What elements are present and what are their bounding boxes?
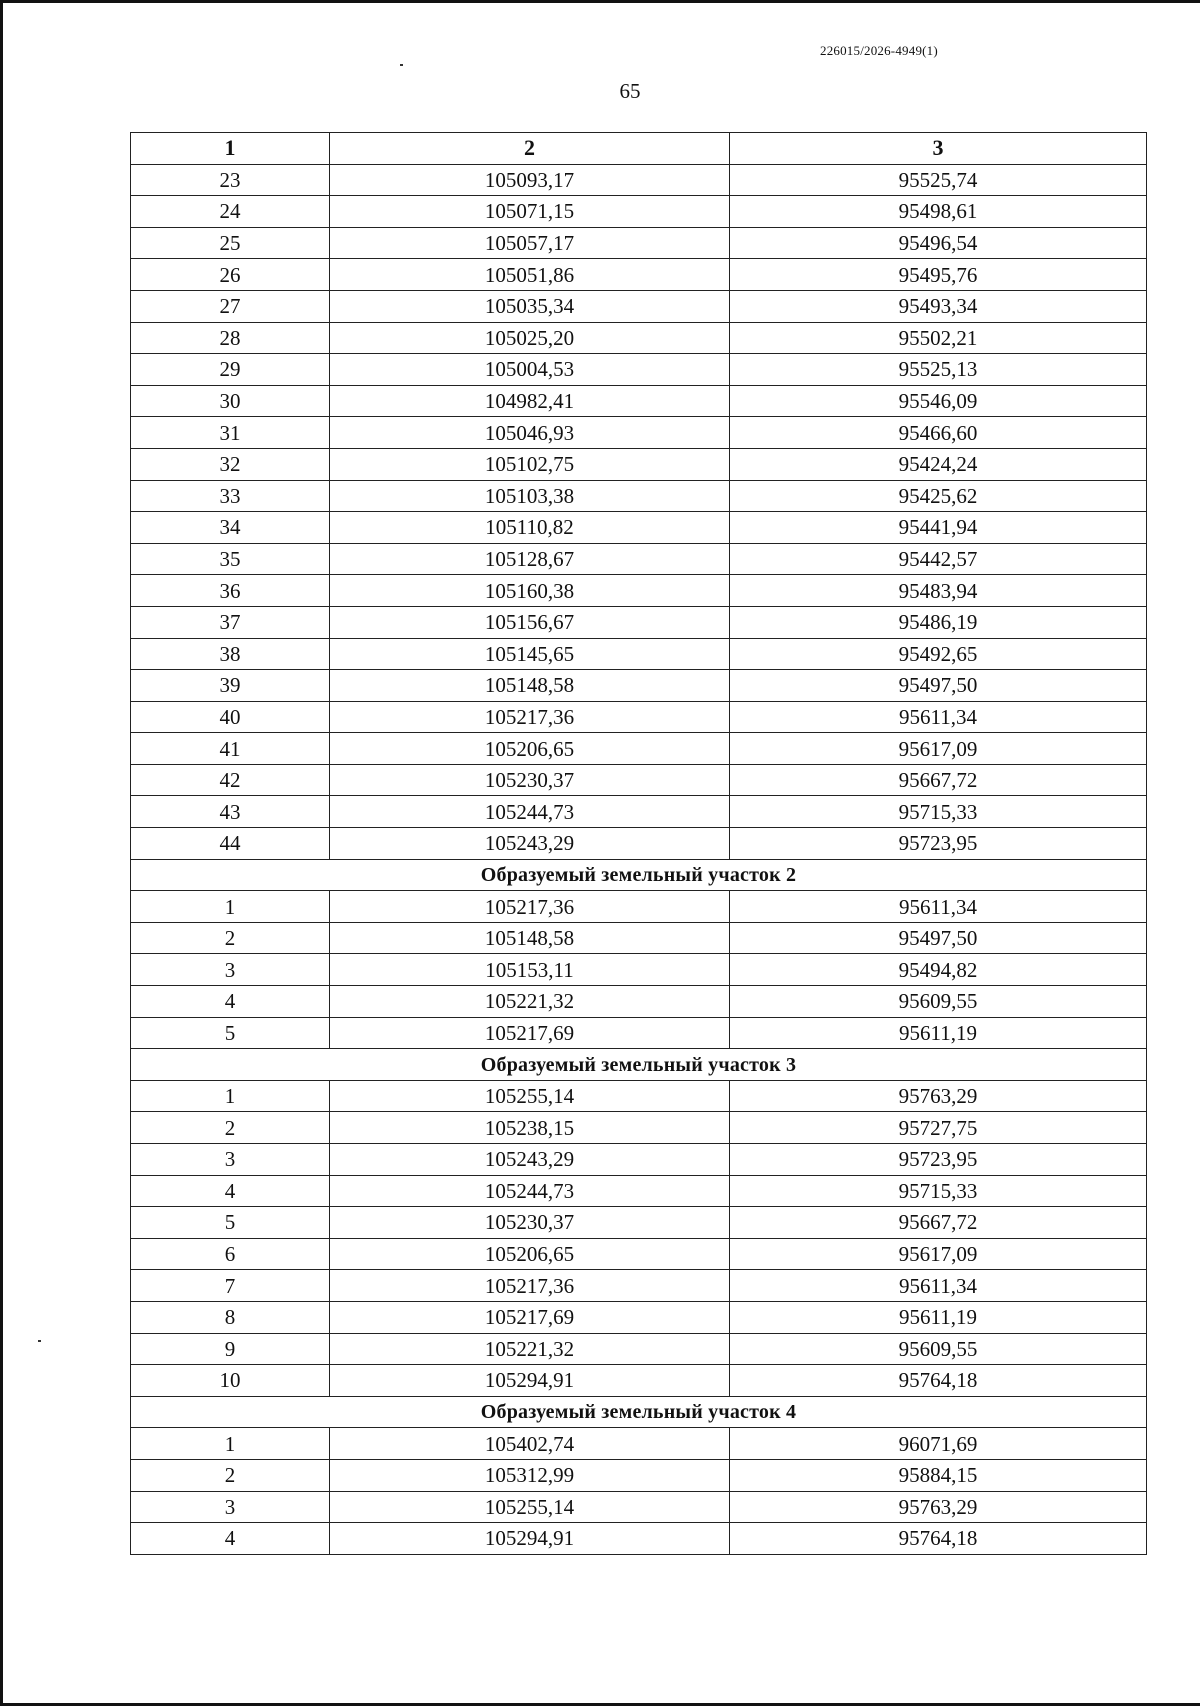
table-row [131,701,1147,733]
scan-border-left [0,0,3,1706]
table-row [131,796,1147,828]
table-row [131,480,1147,512]
y-coordinate-cell: 95466,60 [730,417,1147,449]
table-row [131,1270,1147,1302]
scan-speck [400,64,403,66]
y-coordinate-cell: 95525,13 [730,354,1147,386]
table-header-row [131,133,1147,165]
table-row [131,290,1147,322]
x-coordinate-cell: 105244,73 [330,1175,730,1207]
x-coordinate-cell: 105128,67 [330,543,730,575]
point-number-cell: 30 [131,385,330,417]
x-coordinate-cell: 105402,74 [330,1428,730,1460]
x-coordinate-cell: 105110,82 [330,512,730,544]
x-coordinate-cell: 105071,15 [330,196,730,228]
point-number-cell: 38 [131,638,330,670]
table-row [131,385,1147,417]
table-row [131,1428,1147,1460]
table-row [131,922,1147,954]
y-coordinate-cell: 95763,29 [730,1080,1147,1112]
table-row [131,891,1147,923]
x-coordinate-cell: 104982,41 [330,385,730,417]
table-row [131,1523,1147,1555]
section-header-row [131,1396,1147,1428]
point-number-cell: 23 [131,164,330,196]
point-number-cell: 5 [131,1017,330,1049]
x-coordinate-cell: 105238,15 [330,1112,730,1144]
y-coordinate-cell: 95667,72 [730,764,1147,796]
point-number-cell: 36 [131,575,330,607]
x-coordinate-cell: 105217,36 [330,701,730,733]
x-coordinate-cell: 105156,67 [330,606,730,638]
table-row [131,227,1147,259]
x-coordinate-cell: 105004,53 [330,354,730,386]
section-title: Образуемый земельный участок 3 [131,1049,1147,1081]
point-number-cell: 41 [131,733,330,765]
y-coordinate-cell: 95764,18 [730,1523,1147,1555]
column-header: 2 [330,133,730,165]
y-coordinate-cell: 95611,19 [730,1301,1147,1333]
x-coordinate-cell: 105244,73 [330,796,730,828]
table-row [131,1301,1147,1333]
point-number-cell: 1 [131,1080,330,1112]
x-coordinate-cell: 105148,58 [330,670,730,702]
y-coordinate-cell: 95611,34 [730,891,1147,923]
table-row [131,1459,1147,1491]
table-row [131,670,1147,702]
y-coordinate-cell: 95611,19 [730,1017,1147,1049]
point-number-cell: 25 [131,227,330,259]
x-coordinate-cell: 105103,38 [330,480,730,512]
x-coordinate-cell: 105230,37 [330,764,730,796]
x-coordinate-cell: 105093,17 [330,164,730,196]
y-coordinate-cell: 95425,62 [730,480,1147,512]
table-row [131,1238,1147,1270]
x-coordinate-cell: 105145,65 [330,638,730,670]
point-number-cell: 43 [131,796,330,828]
column-header: 1 [131,133,330,165]
table-row [131,575,1147,607]
x-coordinate-cell: 105217,36 [330,891,730,923]
table-row [131,417,1147,449]
point-number-cell: 2 [131,1459,330,1491]
y-coordinate-cell: 95483,94 [730,575,1147,607]
table-row [131,1333,1147,1365]
scan-border-top [0,0,1200,3]
section-title: Образуемый земельный участок 4 [131,1396,1147,1428]
point-number-cell: 3 [131,954,330,986]
y-coordinate-cell: 95492,65 [730,638,1147,670]
point-number-cell: 33 [131,480,330,512]
table-row [131,448,1147,480]
x-coordinate-cell: 105312,99 [330,1459,730,1491]
table-row [131,512,1147,544]
y-coordinate-cell: 95763,29 [730,1491,1147,1523]
point-number-cell: 4 [131,1175,330,1207]
table-row [131,543,1147,575]
y-coordinate-cell: 95609,55 [730,986,1147,1018]
point-number-cell: 34 [131,512,330,544]
y-coordinate-cell: 95502,21 [730,322,1147,354]
y-coordinate-cell: 95715,33 [730,1175,1147,1207]
table-row [131,196,1147,228]
table-row [131,828,1147,860]
y-coordinate-cell: 95617,09 [730,1238,1147,1270]
y-coordinate-cell: 95498,61 [730,196,1147,228]
table-body [131,164,1147,1554]
point-number-cell: 8 [131,1301,330,1333]
y-coordinate-cell: 96071,69 [730,1428,1147,1460]
x-coordinate-cell: 105217,69 [330,1017,730,1049]
point-number-cell: 44 [131,828,330,860]
point-number-cell: 5 [131,1207,330,1239]
table-row [131,1112,1147,1144]
table-row [131,733,1147,765]
point-number-cell: 24 [131,196,330,228]
point-number-cell: 9 [131,1333,330,1365]
x-coordinate-cell: 105206,65 [330,733,730,765]
y-coordinate-cell: 95494,82 [730,954,1147,986]
point-number-cell: 2 [131,922,330,954]
x-coordinate-cell: 105035,34 [330,290,730,322]
point-number-cell: 26 [131,259,330,291]
point-number-cell: 7 [131,1270,330,1302]
table-row [131,1017,1147,1049]
point-number-cell: 31 [131,417,330,449]
y-coordinate-cell: 95495,76 [730,259,1147,291]
y-coordinate-cell: 95764,18 [730,1365,1147,1397]
point-number-cell: 3 [131,1491,330,1523]
point-number-cell: 42 [131,764,330,796]
point-number-cell: 1 [131,1428,330,1460]
table-row [131,954,1147,986]
x-coordinate-cell: 105255,14 [330,1080,730,1112]
point-number-cell: 32 [131,448,330,480]
x-coordinate-cell: 105046,93 [330,417,730,449]
table-row [131,164,1147,196]
point-number-cell: 10 [131,1365,330,1397]
x-coordinate-cell: 105148,58 [330,922,730,954]
x-coordinate-cell: 105255,14 [330,1491,730,1523]
y-coordinate-cell: 95486,19 [730,606,1147,638]
point-number-cell: 4 [131,1523,330,1555]
y-coordinate-cell: 95442,57 [730,543,1147,575]
y-coordinate-cell: 95496,54 [730,227,1147,259]
y-coordinate-cell: 95884,15 [730,1459,1147,1491]
section-header-row [131,1049,1147,1081]
table-row [131,1491,1147,1523]
table-row [131,986,1147,1018]
y-coordinate-cell: 95667,72 [730,1207,1147,1239]
document-number: 226015/2026-4949(1) [820,43,938,58]
x-coordinate-cell: 105102,75 [330,448,730,480]
section-title: Образуемый земельный участок 2 [131,859,1147,891]
y-coordinate-cell: 95493,34 [730,290,1147,322]
y-coordinate-cell: 95611,34 [730,701,1147,733]
point-number-cell: 37 [131,606,330,638]
x-coordinate-cell: 105217,69 [330,1301,730,1333]
x-coordinate-cell: 105057,17 [330,227,730,259]
table-row [131,764,1147,796]
x-coordinate-cell: 105243,29 [330,828,730,860]
table-row [131,354,1147,386]
scan-speck [38,1340,41,1342]
x-coordinate-cell: 105243,29 [330,1144,730,1176]
x-coordinate-cell: 105217,36 [330,1270,730,1302]
point-number-cell: 35 [131,543,330,575]
point-number-cell: 39 [131,670,330,702]
table-row [131,1365,1147,1397]
y-coordinate-cell: 95441,94 [730,512,1147,544]
y-coordinate-cell: 95424,24 [730,448,1147,480]
point-number-cell: 3 [131,1144,330,1176]
point-number-cell: 4 [131,986,330,1018]
point-number-cell: 29 [131,354,330,386]
y-coordinate-cell: 95497,50 [730,922,1147,954]
point-number-cell: 28 [131,322,330,354]
point-number-cell: 1 [131,891,330,923]
table-row [131,638,1147,670]
y-coordinate-cell: 95723,95 [730,1144,1147,1176]
y-coordinate-cell: 95546,09 [730,385,1147,417]
y-coordinate-cell: 95609,55 [730,1333,1147,1365]
y-coordinate-cell: 95617,09 [730,733,1147,765]
y-coordinate-cell: 95611,34 [730,1270,1147,1302]
page-number: 65 [619,79,641,103]
table-row [131,322,1147,354]
y-coordinate-cell: 95727,75 [730,1112,1147,1144]
x-coordinate-cell: 105294,91 [330,1523,730,1555]
y-coordinate-cell: 95525,74 [730,164,1147,196]
x-coordinate-cell: 105153,11 [330,954,730,986]
x-coordinate-cell: 105051,86 [330,259,730,291]
y-coordinate-cell: 95715,33 [730,796,1147,828]
x-coordinate-cell: 105294,91 [330,1365,730,1397]
column-header: 3 [730,133,1147,165]
x-coordinate-cell: 105221,32 [330,986,730,1018]
point-number-cell: 2 [131,1112,330,1144]
x-coordinate-cell: 105160,38 [330,575,730,607]
table-row [131,259,1147,291]
table-row [131,1144,1147,1176]
table-row [131,606,1147,638]
x-coordinate-cell: 105206,65 [330,1238,730,1270]
point-number-cell: 27 [131,290,330,322]
x-coordinate-cell: 105025,20 [330,322,730,354]
table-row [131,1175,1147,1207]
point-number-cell: 40 [131,701,330,733]
table-row [131,1080,1147,1112]
x-coordinate-cell: 105221,32 [330,1333,730,1365]
point-number-cell: 6 [131,1238,330,1270]
x-coordinate-cell: 105230,37 [330,1207,730,1239]
y-coordinate-cell: 95723,95 [730,828,1147,860]
table-row [131,1207,1147,1239]
coordinates-table [130,132,1147,1555]
y-coordinate-cell: 95497,50 [730,670,1147,702]
section-header-row [131,859,1147,891]
